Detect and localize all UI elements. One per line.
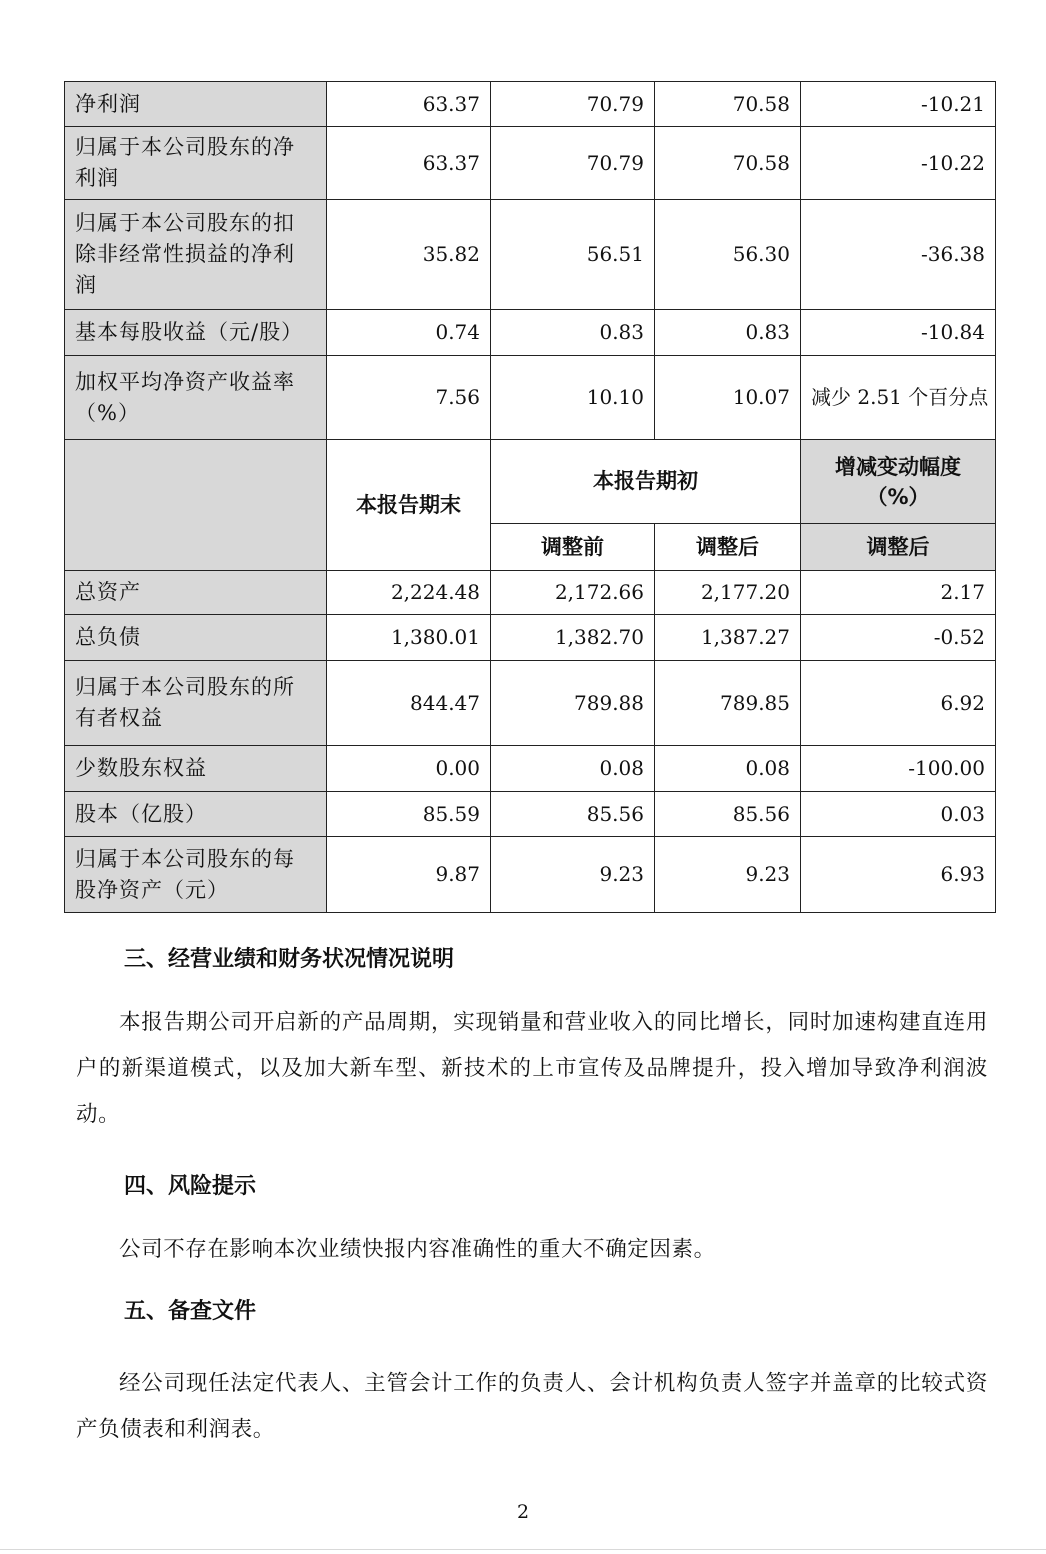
financial-summary-table: [64, 81, 996, 913]
table-row: [65, 127, 996, 200]
section-title-performance: 三、经营业绩和财务状况情况说明: [124, 947, 455, 972]
row-label: 总负债: [65, 615, 327, 661]
after-adjust-value: 2,177.20: [655, 571, 801, 615]
after-adjust-value: 56.30: [655, 200, 801, 310]
after-adjust-value: 9.23: [655, 837, 801, 913]
section-body-documents: 经公司现任法定代表人、主管会计工作的负责人、会计机构负责人签字并盖章的比较式资产负债表和利润表。: [76, 1371, 988, 1442]
header-change-after-adjust: 调整后: [801, 524, 996, 571]
change-value: -0.52: [801, 615, 996, 661]
header-change: 增减变动幅度（%）: [801, 440, 996, 524]
row-label: 归属于本公司股东的扣除非经常性损益的净利润: [65, 200, 327, 310]
row-label: 股本（亿股）: [65, 792, 327, 837]
section-body-risk: 公司不存在影响本次业绩快报内容准确性的重大不确定因素。: [119, 1237, 716, 1262]
before-adjust-value: 85.56: [491, 792, 655, 837]
change-value: -100.00: [801, 746, 996, 792]
table-row: [65, 310, 996, 356]
table-row: [65, 200, 996, 310]
row-label: 净利润: [65, 82, 327, 127]
after-adjust-value: 0.08: [655, 746, 801, 792]
before-adjust-value: 1,382.70: [491, 615, 655, 661]
period-end-value: 7.56: [327, 356, 491, 440]
table-row: [65, 356, 996, 440]
header-after-adjust: 调整后: [655, 524, 801, 571]
before-adjust-value: 9.23: [491, 837, 655, 913]
row-label: 归属于本公司股东的净利润: [65, 127, 327, 200]
header-blank-cell: [65, 440, 327, 571]
after-adjust-value: 0.83: [655, 310, 801, 356]
period-end-value: 0.00: [327, 746, 491, 792]
header-period-end: 本报告期末: [327, 440, 491, 571]
before-adjust-value: 0.83: [491, 310, 655, 356]
table-header-row: [65, 440, 996, 524]
table-row: [65, 615, 996, 661]
before-adjust-value: 10.10: [491, 356, 655, 440]
before-adjust-value: 56.51: [491, 200, 655, 310]
period-end-value: 1,380.01: [327, 615, 491, 661]
page-bottom-divider: [0, 1549, 1046, 1550]
period-end-value: 63.37: [327, 127, 491, 200]
change-value: 6.92: [801, 661, 996, 746]
row-label: 归属于本公司股东的每股净资产（元）: [65, 837, 327, 913]
period-end-value: 844.47: [327, 661, 491, 746]
change-value: -10.21: [801, 82, 996, 127]
row-label: 总资产: [65, 571, 327, 615]
after-adjust-value: 1,387.27: [655, 615, 801, 661]
period-end-value: 2,224.48: [327, 571, 491, 615]
section-title-risk: 四、风险提示: [124, 1174, 257, 1199]
row-label: 加权平均净资产收益率（%）: [65, 356, 327, 440]
change-value: -10.22: [801, 127, 996, 200]
row-label: 归属于本公司股东的所有者权益: [65, 661, 327, 746]
period-end-value: 9.87: [327, 837, 491, 913]
table-row: [65, 792, 996, 837]
after-adjust-value: 789.85: [655, 661, 801, 746]
table-row: [65, 661, 996, 746]
after-adjust-value: 70.58: [655, 127, 801, 200]
change-value: -36.38: [801, 200, 996, 310]
after-adjust-value: 85.56: [655, 792, 801, 837]
period-end-value: 35.82: [327, 200, 491, 310]
change-value: -10.84: [801, 310, 996, 356]
change-value: 2.17: [801, 571, 996, 615]
section-body-performance: 本报告期公司开启新的产品周期，实现销量和营业收入的同比增长，同时加速构建直连用户的新渠道模式，以及加大新车型、新技术的上市宣传及品牌提升，投入增加导致净利润波动。: [76, 1010, 988, 1127]
row-label: 基本每股收益（元/股）: [65, 310, 327, 356]
change-value: 减少 2.51 个百分点: [801, 356, 996, 440]
table-row: [65, 746, 996, 792]
header-period-start: 本报告期初: [491, 440, 801, 524]
period-end-value: 0.74: [327, 310, 491, 356]
before-adjust-value: 0.08: [491, 746, 655, 792]
after-adjust-value: 10.07: [655, 356, 801, 440]
section-title-documents: 五、备查文件: [124, 1299, 257, 1324]
row-label: 少数股东权益: [65, 746, 327, 792]
header-before-adjust: 调整前: [491, 524, 655, 571]
after-adjust-value: 70.58: [655, 82, 801, 127]
table-row: [65, 837, 996, 913]
before-adjust-value: 789.88: [491, 661, 655, 746]
table-row: [65, 82, 996, 127]
period-end-value: 63.37: [327, 82, 491, 127]
before-adjust-value: 2,172.66: [491, 571, 655, 615]
period-end-value: 85.59: [327, 792, 491, 837]
table-row: [65, 571, 996, 615]
before-adjust-value: 70.79: [491, 82, 655, 127]
before-adjust-value: 70.79: [491, 127, 655, 200]
page-number: 2: [516, 1501, 530, 1523]
change-value: 0.03: [801, 792, 996, 837]
change-value: 6.93: [801, 837, 996, 913]
